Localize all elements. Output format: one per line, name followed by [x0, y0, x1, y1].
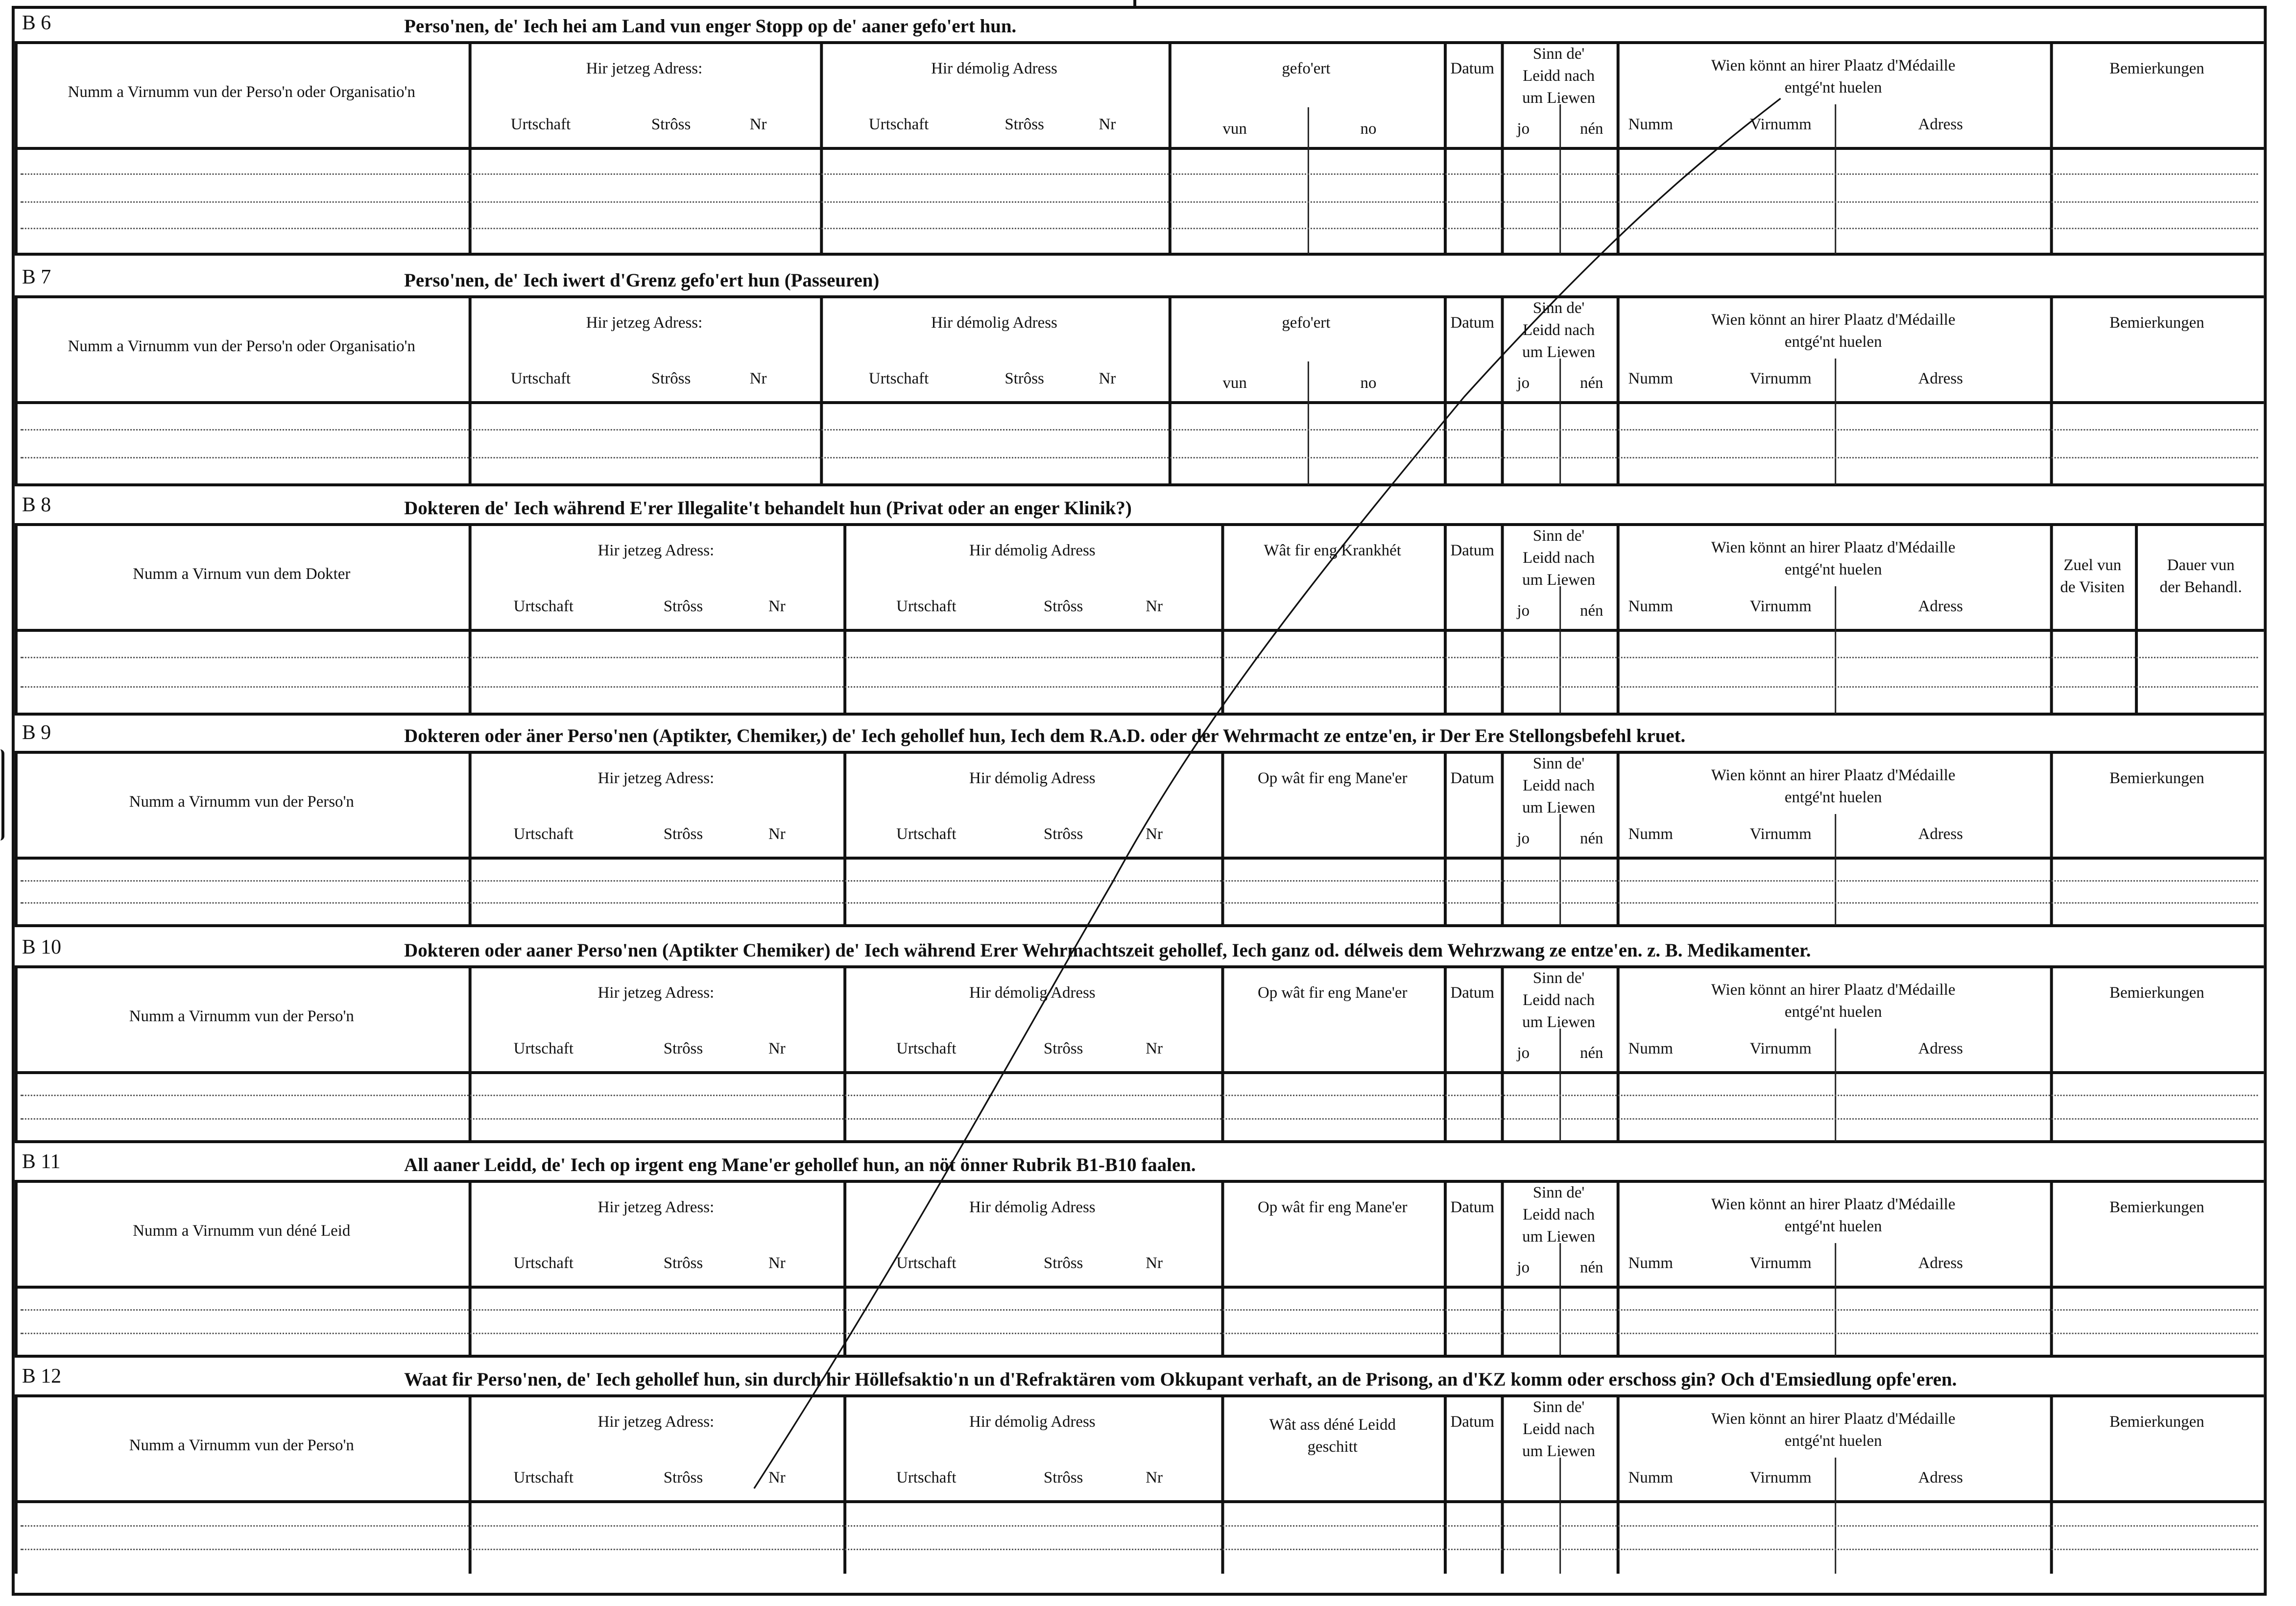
from-to-divider — [1308, 107, 1309, 254]
survived-header-line: um Liewen — [1522, 90, 1596, 107]
former-address-header: Hir démolig Adress — [931, 60, 1057, 78]
form-section-b12 — [15, 1359, 2264, 1574]
medal-nominee-header-2: entgé'nt huelen — [1784, 1004, 1882, 1021]
former-address-header: Hir démolig Adress — [969, 1199, 1096, 1217]
section-rule — [15, 295, 2264, 298]
writing-line — [21, 228, 2258, 229]
section-title: Perso'nen, de' Iech iwert d'Grenz gefo'ert hun (Passeuren) — [404, 269, 880, 291]
survived-header-line: Leidd nach — [1523, 550, 1595, 567]
survived-no-label: nén — [1579, 830, 1603, 848]
survived-header-line: Sinn de' — [1532, 1399, 1585, 1416]
section-left-border — [15, 523, 18, 714]
form-section-b9 — [15, 716, 2264, 926]
section-code: B 10 — [22, 937, 62, 959]
name-address-divider — [1835, 1458, 1836, 1574]
survived-yes-label: jo — [1517, 374, 1530, 392]
section-left-border — [15, 1394, 18, 1574]
survived-no-label: nén — [1579, 1044, 1603, 1062]
section-rule — [15, 1140, 2264, 1143]
what-happened-header: Wât ass déné Leidd — [1269, 1416, 1396, 1434]
medal-nominee-adress: Adress — [1918, 825, 1963, 843]
section-rule — [15, 751, 2264, 754]
current-address-header: Hir jetzeg Adress: — [598, 1414, 715, 1431]
address-subheader-stross: Strôss — [663, 1254, 703, 1272]
medal-nominee-header: Wien könnt an hirer Plaatz d'Médaille — [1711, 57, 1956, 75]
transported-header: gefo'ert — [1282, 60, 1331, 78]
address-subheader-urtschaft: Urtschaft — [510, 370, 571, 388]
current-address-header: Hir jetzeg Adress: — [586, 60, 703, 78]
address-subheader-nr: Nr — [1146, 825, 1163, 843]
medal-nominee-virnumm: Virnumm — [1749, 1254, 1812, 1272]
address-subheader-nr: Nr — [768, 825, 786, 843]
current-address-header: Hir jetzeg Adress: — [598, 1199, 715, 1217]
jo-nen-divider — [1559, 1458, 1561, 1574]
section-code: B 6 — [22, 13, 51, 35]
address-subheader-nr: Nr — [1146, 1040, 1163, 1058]
section-rule — [15, 1500, 2264, 1503]
name-column-header: Numm a Virnumm vun der Perso'n — [129, 1437, 354, 1455]
treatment-duration-header: Dauer vun — [2167, 557, 2235, 575]
former-address-header: Hir démolig Adress — [931, 314, 1057, 332]
section-rule — [15, 924, 2264, 927]
address-subheader-nr: Nr — [768, 598, 786, 616]
survived-header-line: Sinn de' — [1532, 970, 1585, 987]
section-code: B 9 — [22, 723, 51, 745]
writing-line — [21, 880, 2258, 882]
address-subheader-urtschaft: Urtschaft — [510, 116, 571, 134]
survived-yes-label: jo — [1517, 120, 1530, 138]
survived-header-line: um Liewen — [1522, 799, 1596, 817]
survived-yes-label: jo — [1517, 1044, 1530, 1062]
transported-to-label: no — [1360, 120, 1377, 138]
survived-header-line: Leidd nach — [1523, 777, 1595, 795]
survived-header-line: Leidd nach — [1523, 1206, 1595, 1224]
section-title: All aaner Leidd, de' Iech op irgent eng Mane'er gehollef hun, an nöt önner Rubrik B1-B10 faalen. — [404, 1153, 1196, 1175]
medal-nominee-adress: Adress — [1918, 370, 1963, 388]
section-code: B 12 — [22, 1366, 62, 1389]
medal-nominee-header: Wien könnt an hirer Plaatz d'Médaille — [1711, 1411, 1956, 1428]
name-address-divider — [1835, 359, 1836, 485]
address-subheader-nr: Nr — [1146, 1469, 1163, 1487]
medal-nominee-virnumm: Virnumm — [1749, 1040, 1812, 1058]
section-title: Dokteren oder äner Perso'nen (Aptikter, Chemiker,) de' Iech gehollef hun, Iech dem R.A.D. oder der Wehrmacht ze entze'en, ir Der Ere Stellongsbefehl kruet. — [404, 724, 1686, 746]
survived-header-line: Sinn de' — [1532, 300, 1585, 317]
visits-count-header: Zuel vun — [2063, 557, 2122, 575]
address-subheader-stross: Strôss — [663, 598, 703, 616]
address-subheader-urtschaft: Urtschaft — [868, 116, 929, 134]
writing-line — [21, 1549, 2258, 1550]
date-header: Datum — [1450, 984, 1494, 1002]
section-rule — [15, 401, 2264, 404]
medal-nominee-adress: Adress — [1918, 1254, 1963, 1272]
medal-nominee-adress: Adress — [1918, 598, 1963, 616]
medal-nominee-numm: Numm — [1628, 1469, 1674, 1487]
medal-nominee-virnumm: Virnumm — [1749, 370, 1812, 388]
medal-nominee-header-2: entgé'nt huelen — [1784, 561, 1882, 579]
medal-nominee-header-2: entgé'nt huelen — [1784, 1218, 1882, 1236]
jo-nen-divider — [1559, 1243, 1561, 1356]
survived-header-line: Leidd nach — [1523, 992, 1595, 1009]
form-section-b11 — [15, 1145, 2264, 1356]
middle-column-header: Op wât fir eng Mane'er — [1257, 1199, 1408, 1217]
former-address-header: Hir démolig Adress — [969, 770, 1096, 788]
section-rule — [15, 965, 2264, 968]
survived-header-line: um Liewen — [1522, 344, 1596, 361]
column-divider — [2135, 523, 2138, 714]
section-left-border — [15, 965, 18, 1142]
name-column-header: Numm a Virnum vun dem Dokter — [133, 566, 351, 583]
transported-to-label: no — [1360, 374, 1377, 392]
writing-line — [21, 457, 2258, 458]
address-subheader-nr: Nr — [768, 1040, 786, 1058]
survived-header-line: Sinn de' — [1532, 755, 1585, 773]
date-header: Datum — [1450, 1199, 1494, 1217]
section-code: B 7 — [22, 267, 51, 289]
medal-nominee-virnumm: Virnumm — [1749, 116, 1812, 134]
writing-line — [21, 1333, 2258, 1334]
section-title: Dokteren oder aaner Perso'nen (Aptikter Chemiker) de' Iech während Erer Wehrmachtszeit gehollef, Iech ganz od. délweis dem Wehrzwang ze entze'en. z. B. Medikamenter. — [404, 939, 1811, 961]
name-address-divider — [1835, 814, 1836, 926]
writing-line — [21, 1118, 2258, 1120]
jo-nen-divider — [1559, 586, 1561, 714]
current-address-header: Hir jetzeg Adress: — [598, 542, 715, 560]
section-rule — [15, 857, 2264, 860]
medal-nominee-virnumm: Virnumm — [1749, 825, 1812, 843]
survived-no-label: nén — [1579, 120, 1603, 138]
address-subheader-nr: Nr — [1099, 116, 1116, 134]
address-subheader-urtschaft: Urtschaft — [896, 1040, 957, 1058]
survived-header-line: um Liewen — [1522, 572, 1596, 589]
remarks-header: Bemierkungen — [2109, 60, 2204, 78]
section-left-border — [15, 751, 18, 926]
address-subheader-stross: Strôss — [1004, 370, 1044, 388]
current-address-header: Hir jetzeg Adress: — [598, 984, 715, 1002]
address-subheader-nr: Nr — [768, 1469, 786, 1487]
survived-yes-label: jo — [1517, 602, 1530, 620]
remarks-header: Bemierkungen — [2109, 770, 2204, 788]
transported-header: gefo'ert — [1282, 314, 1331, 332]
transported-from-label: vun — [1222, 374, 1247, 392]
medal-nominee-header: Wien könnt an hirer Plaatz d'Médaille — [1711, 1196, 1956, 1214]
name-column-header: Numm a Virnumm vun der Perso'n — [129, 1008, 354, 1026]
date-header: Datum — [1450, 1414, 1494, 1431]
name-address-divider — [1835, 1243, 1836, 1356]
section-left-border — [15, 295, 18, 485]
writing-line — [21, 201, 2258, 203]
writing-line — [21, 657, 2258, 658]
medal-nominee-numm: Numm — [1628, 825, 1674, 843]
middle-column-header: Wât fir eng Krankhét — [1264, 542, 1401, 560]
date-header: Datum — [1450, 542, 1494, 560]
section-rule — [15, 147, 2264, 150]
survived-no-label: nén — [1579, 374, 1603, 392]
survived-header-line: Leidd nach — [1523, 68, 1595, 85]
jo-nen-divider — [1559, 1029, 1561, 1142]
visits-count-header-2: de Visiten — [2060, 579, 2125, 597]
remarks-header: Bemierkungen — [2109, 984, 2204, 1002]
section-rule — [15, 1180, 2264, 1183]
name-address-divider — [1835, 1029, 1836, 1142]
address-subheader-urtschaft: Urtschaft — [896, 825, 957, 843]
section-rule — [15, 1286, 2264, 1289]
address-subheader-stross: Strôss — [651, 370, 691, 388]
date-header: Datum — [1450, 314, 1494, 332]
survived-no-label: nén — [1579, 1259, 1603, 1277]
writing-line — [21, 902, 2258, 904]
writing-line — [21, 429, 2258, 431]
name-column-header: Numm a Virnumm vun déné Leid — [133, 1222, 351, 1240]
form-section-b10 — [15, 930, 2264, 1142]
form-section-b8 — [15, 488, 2264, 714]
medal-nominee-header-2: entgé'nt huelen — [1784, 334, 1882, 351]
jo-nen-divider — [1559, 814, 1561, 926]
address-subheader-urtschaft: Urtschaft — [513, 598, 574, 616]
address-subheader-stross: Strôss — [651, 116, 691, 134]
survived-header-line: Leidd nach — [1523, 1421, 1595, 1438]
medal-nominee-header-2: entgé'nt huelen — [1784, 789, 1882, 807]
address-subheader-stross: Strôss — [1043, 1040, 1083, 1058]
writing-line — [21, 173, 2258, 175]
survived-header-line: Sinn de' — [1532, 46, 1585, 63]
middle-column-header: Op wât fir eng Mane'er — [1257, 984, 1408, 1002]
section-rule — [15, 1071, 2264, 1074]
former-address-header: Hir démolig Adress — [969, 542, 1096, 560]
survived-header-line: um Liewen — [1522, 1228, 1596, 1246]
address-subheader-stross: Strôss — [1043, 1469, 1083, 1487]
what-happened-header-2: geschitt — [1307, 1438, 1358, 1456]
form-section-b7 — [15, 260, 2264, 485]
address-subheader-stross: Strôss — [663, 1469, 703, 1487]
section-title: Waat fir Perso'nen, de' Iech gehollef hun, sin durch hir Höllefsaktio'n un d'Refraktären vom Okkupant verhaft, an de Prisong, an d'KZ komm oder erschoss gin? Och d'Emsiedlung opfe'eren. — [404, 1368, 1957, 1390]
address-subheader-nr: Nr — [768, 1254, 786, 1272]
address-subheader-stross: Strôss — [1004, 116, 1044, 134]
section-title: Dokteren de' Iech während E'rer Illegalite't behandelt hun (Privat oder an enger Klinik?) — [404, 497, 1132, 519]
section-rule — [15, 253, 2264, 256]
section-code: B 8 — [22, 495, 51, 517]
address-subheader-nr: Nr — [1099, 370, 1116, 388]
remarks-header: Bemierkungen — [2109, 1414, 2204, 1431]
from-to-divider — [1308, 361, 1309, 485]
medal-nominee-adress: Adress — [1918, 116, 1963, 134]
writing-line — [21, 1309, 2258, 1311]
survived-header-line: um Liewen — [1522, 1014, 1596, 1031]
medal-nominee-header: Wien könnt an hirer Plaatz d'Médaille — [1711, 982, 1956, 999]
form-section-b6 — [15, 6, 2264, 254]
medal-nominee-header-2: entgé'nt huelen — [1784, 1433, 1882, 1450]
name-address-divider — [1835, 104, 1836, 254]
address-subheader-urtschaft: Urtschaft — [896, 598, 957, 616]
section-rule — [15, 1394, 2264, 1397]
current-address-header: Hir jetzeg Adress: — [598, 770, 715, 788]
jo-nen-divider — [1559, 359, 1561, 485]
address-subheader-urtschaft: Urtschaft — [896, 1469, 957, 1487]
left-page-curl — [0, 749, 4, 840]
writing-line — [21, 1095, 2258, 1096]
section-rule — [15, 483, 2264, 486]
address-subheader-urtschaft: Urtschaft — [513, 1254, 574, 1272]
current-address-header: Hir jetzeg Adress: — [586, 314, 703, 332]
address-subheader-stross: Strôss — [1043, 825, 1083, 843]
address-subheader-urtschaft: Urtschaft — [513, 1040, 574, 1058]
writing-line — [21, 1525, 2258, 1527]
medal-nominee-numm: Numm — [1628, 1254, 1674, 1272]
medal-nominee-header: Wien könnt an hirer Plaatz d'Médaille — [1711, 767, 1956, 785]
medal-nominee-virnumm: Virnumm — [1749, 598, 1812, 616]
survived-header-line: Sinn de' — [1532, 527, 1585, 545]
medal-nominee-numm: Numm — [1628, 370, 1674, 388]
survived-yes-label: jo — [1517, 1259, 1530, 1277]
section-title: Perso'nen, de' Iech hei am Land vun enger Stopp op de' aaner gefo'ert hun. — [404, 15, 1017, 37]
section-rule — [15, 41, 2264, 44]
address-subheader-nr: Nr — [1146, 598, 1163, 616]
name-column-header: Numm a Virnumm vun der Perso'n oder Organisatio'n — [68, 84, 415, 101]
name-address-divider — [1835, 586, 1836, 714]
writing-line — [21, 686, 2258, 688]
name-column-header: Numm a Virnumm vun der Perso'n oder Organisatio'n — [68, 338, 415, 356]
medal-nominee-header-2: entgé'nt huelen — [1784, 79, 1882, 97]
address-subheader-nr: Nr — [1146, 1254, 1163, 1272]
date-header: Datum — [1450, 770, 1494, 788]
medal-nominee-virnumm: Virnumm — [1749, 1469, 1812, 1487]
address-subheader-stross: Strôss — [663, 1040, 703, 1058]
column-divider — [2050, 523, 2053, 714]
medal-nominee-numm: Numm — [1628, 598, 1674, 616]
survived-yes-label: jo — [1517, 830, 1530, 848]
transported-from-label: vun — [1222, 120, 1247, 138]
name-column-header: Numm a Virnumm vun der Perso'n — [129, 793, 354, 811]
address-subheader-stross: Strôss — [1043, 598, 1083, 616]
medal-nominee-adress: Adress — [1918, 1040, 1963, 1058]
survived-header-line: Leidd nach — [1523, 322, 1595, 339]
address-subheader-urtschaft: Urtschaft — [513, 825, 574, 843]
section-rule — [15, 629, 2264, 632]
section-left-border — [15, 1180, 18, 1356]
section-code: B 11 — [22, 1152, 61, 1174]
section-left-border — [15, 41, 18, 254]
medal-nominee-numm: Numm — [1628, 116, 1674, 134]
medal-nominee-header: Wien könnt an hirer Plaatz d'Médaille — [1711, 312, 1956, 329]
survived-header-line: um Liewen — [1522, 1443, 1596, 1461]
treatment-duration-header-2: der Behandl. — [2159, 579, 2242, 597]
date-header: Datum — [1450, 60, 1494, 78]
medal-nominee-adress: Adress — [1918, 1469, 1963, 1487]
survived-no-label: nén — [1579, 602, 1603, 620]
address-subheader-urtschaft: Urtschaft — [513, 1469, 574, 1487]
former-address-header: Hir démolig Adress — [969, 1414, 1096, 1431]
address-subheader-urtschaft: Urtschaft — [868, 370, 929, 388]
medal-nominee-header: Wien könnt an hirer Plaatz d'Médaille — [1711, 539, 1956, 557]
remarks-header: Bemierkungen — [2109, 314, 2204, 332]
middle-column-header: Op wât fir eng Mane'er — [1257, 770, 1408, 788]
address-subheader-nr: Nr — [749, 370, 767, 388]
section-rule — [15, 523, 2264, 526]
former-address-header: Hir démolig Adress — [969, 984, 1096, 1002]
survived-header-line: Sinn de' — [1532, 1184, 1585, 1202]
address-subheader-stross: Strôss — [1043, 1254, 1083, 1272]
remarks-header: Bemierkungen — [2109, 1199, 2204, 1217]
address-subheader-urtschaft: Urtschaft — [896, 1254, 957, 1272]
address-subheader-nr: Nr — [749, 116, 767, 134]
medal-nominee-numm: Numm — [1628, 1040, 1674, 1058]
address-subheader-stross: Strôss — [663, 825, 703, 843]
section-rule — [15, 1355, 2264, 1358]
jo-nen-divider — [1559, 104, 1561, 254]
